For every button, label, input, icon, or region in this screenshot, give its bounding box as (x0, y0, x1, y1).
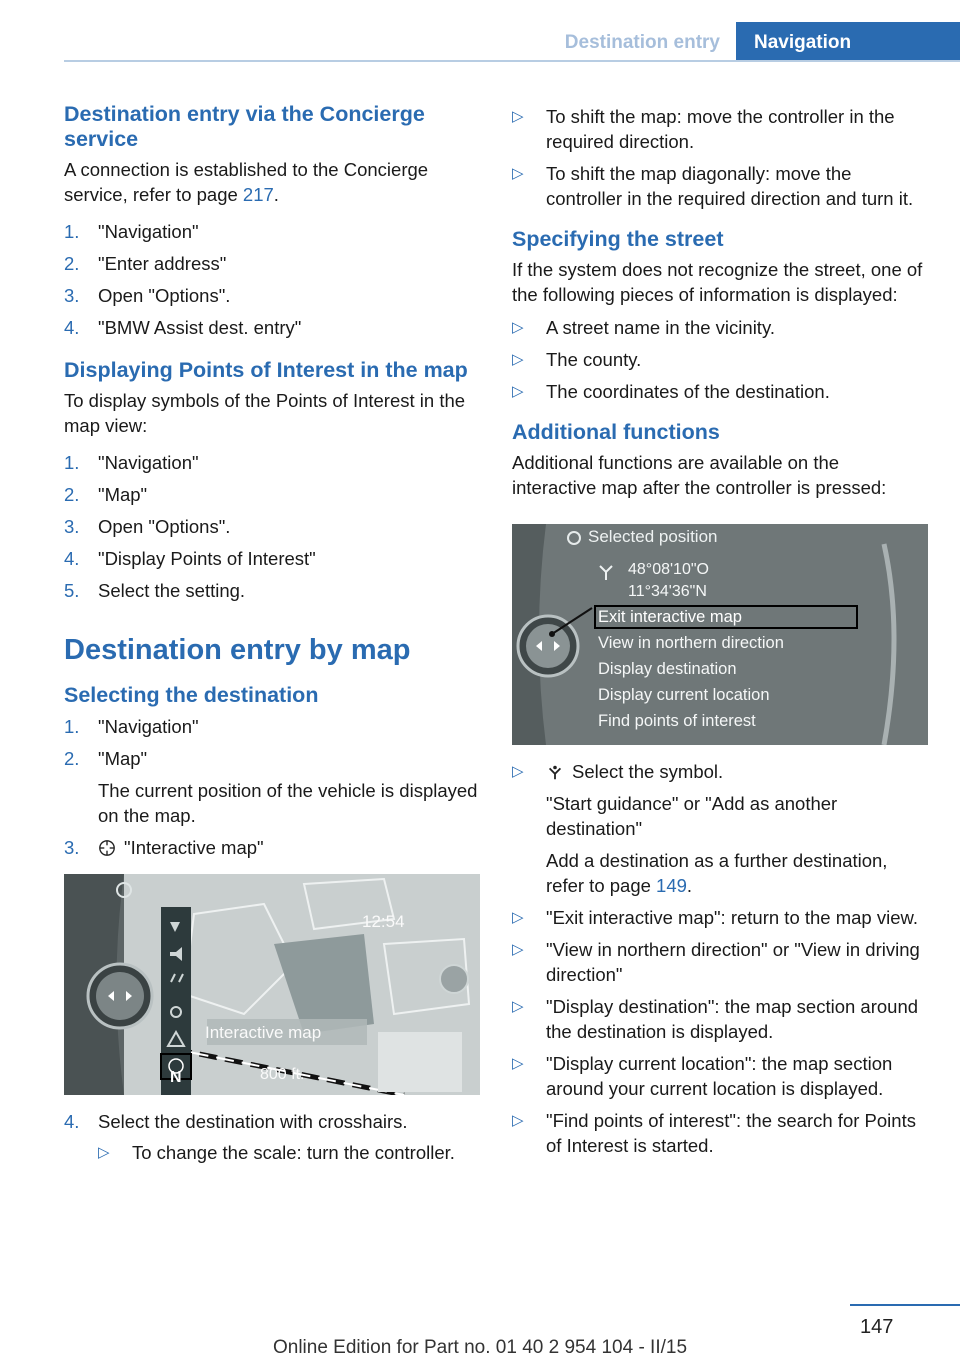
menu-item-location[interactable]: Display current location (598, 686, 770, 704)
coordinate-lon: 11°34'36"N (628, 583, 707, 600)
list-item: ▷ A street name in the vicinity. (512, 317, 775, 338)
additional-heading: Additional functions (512, 420, 720, 444)
page-link-149[interactable]: 149 (656, 875, 687, 896)
list-item: ▷ The county. (512, 349, 642, 370)
symbol-note-2: Add a destination as a further destination, refer to page 149. (546, 850, 888, 896)
select-steps (64, 714, 480, 860)
footer-divider (850, 1304, 960, 1306)
poi-text: To display symbols of the Points of Interest in the map view: (64, 390, 466, 436)
list-item: ▷ To shift the map diagonally: move the controller in the required direction and turn it. (512, 163, 914, 209)
list-item: ▷ To change the scale: turn the controller. (98, 1142, 455, 1163)
street-bullets (512, 315, 928, 404)
function-bullets (512, 759, 928, 1158)
list-item: 3. Open "Options". (64, 285, 231, 306)
poi-heading: Displaying Points of Interest in the map (64, 358, 468, 382)
crosshair-icon (98, 839, 116, 857)
map-clock: 12:54 (362, 912, 405, 931)
list-item: ▷ "Exit interactive map": return to the map view. (512, 907, 918, 928)
street-heading: Specifying the street (512, 227, 724, 251)
poi-steps (64, 450, 480, 603)
list-item: 3. Open "Options". (64, 516, 231, 537)
concierge-heading: Destination entry via the Concierge service (64, 102, 425, 151)
map-illustration (64, 874, 480, 1095)
scale-bullets (98, 1140, 480, 1165)
list-item: 1. "Navigation" (64, 452, 199, 473)
destination-flag-icon (546, 763, 564, 781)
page-number: 147 (860, 1316, 894, 1338)
header-chapter-tab[interactable]: Navigation (736, 22, 960, 62)
page-link-217[interactable]: 217 (242, 184, 274, 205)
interactive-map-figure (64, 874, 480, 1095)
select-steps-continued (64, 1109, 480, 1165)
shift-bullets (512, 104, 928, 211)
list-item: ▷ "Display current location": the map section around your current location is displayed. (512, 1053, 893, 1099)
list-item: 3. "Interactive map" (64, 837, 264, 858)
list-item: 2. "Map" (64, 484, 148, 505)
list-item: ▷ "View in northern direction" or "View in driving direction" (512, 939, 920, 985)
list-item: 4. "BMW Assist dest. entry" (64, 317, 302, 338)
list-item: 5. Select the setting. (64, 580, 246, 601)
selected-position-figure (512, 524, 928, 745)
list-item: 2. "Map" The current position of the vehicle is displayed on the map. (64, 746, 480, 828)
menu-item-north[interactable]: View in northern direction (598, 634, 784, 652)
symbol-note-1: "Start guidance" or "Add as another destination" (546, 793, 838, 839)
concierge-text: A connection is established to the Concierge service, refer to page 217. (64, 159, 429, 205)
list-item: 1. "Navigation" (64, 716, 199, 737)
menu-item-destination[interactable]: Display destination (598, 660, 737, 678)
header-section-title: Destination entry (564, 32, 720, 53)
concierge-steps (64, 219, 480, 340)
list-item: 1. "Navigation" (64, 221, 199, 242)
map-scale: 800 ft. (260, 1066, 305, 1083)
list-item: ▷ To shift the map: move the controller in the required direction. (512, 106, 895, 152)
street-text: If the system does not recognize the street, one of the following pieces of information is displayed: (512, 259, 923, 305)
menu-item-poi[interactable]: Find points of interest (598, 712, 756, 730)
online-edition-note: Online Edition for Part no. 01 40 2 954 104 - II/15 (272, 1337, 688, 1358)
map-overlay-label: Interactive map (205, 1023, 322, 1042)
list-item: 2. "Enter address" (64, 253, 227, 274)
menu-header: Selected position (588, 527, 718, 546)
list-item: 4. Select the destination with crosshairs. ▷ To change the scale: turn the controller. (64, 1109, 480, 1165)
list-item: ▷ Select the symbol. "Start guidance" or "Add as another destination" Add a destination as a further destination, refer to page 149. (512, 759, 928, 898)
list-item: ▷ "Display destination": the map section around the destination is displayed. (512, 996, 919, 1042)
list-item: 4. "Display Points of Interest" (64, 548, 316, 569)
select-destination-heading: Selecting the destination (64, 683, 319, 707)
list-item: ▷ "Find points of interest": the search for Points of Interest is started. (512, 1110, 916, 1156)
right-column (512, 104, 928, 1165)
main-section-title: Destination entry by map (64, 634, 411, 666)
header-divider (64, 60, 960, 62)
north-indicator[interactable]: N (170, 1069, 182, 1086)
menu-item-exit[interactable]: Exit interactive map (598, 608, 742, 626)
step2-note: The current position of the vehicle is displayed on the map. (98, 780, 478, 826)
coordinate-lat: 48°08'10"O (628, 561, 709, 578)
additional-text: Additional functions are available on the interactive map after the controller is pressed: (512, 452, 887, 498)
left-column (64, 102, 480, 1172)
list-item: ▷ The coordinates of the destination. (512, 381, 830, 402)
